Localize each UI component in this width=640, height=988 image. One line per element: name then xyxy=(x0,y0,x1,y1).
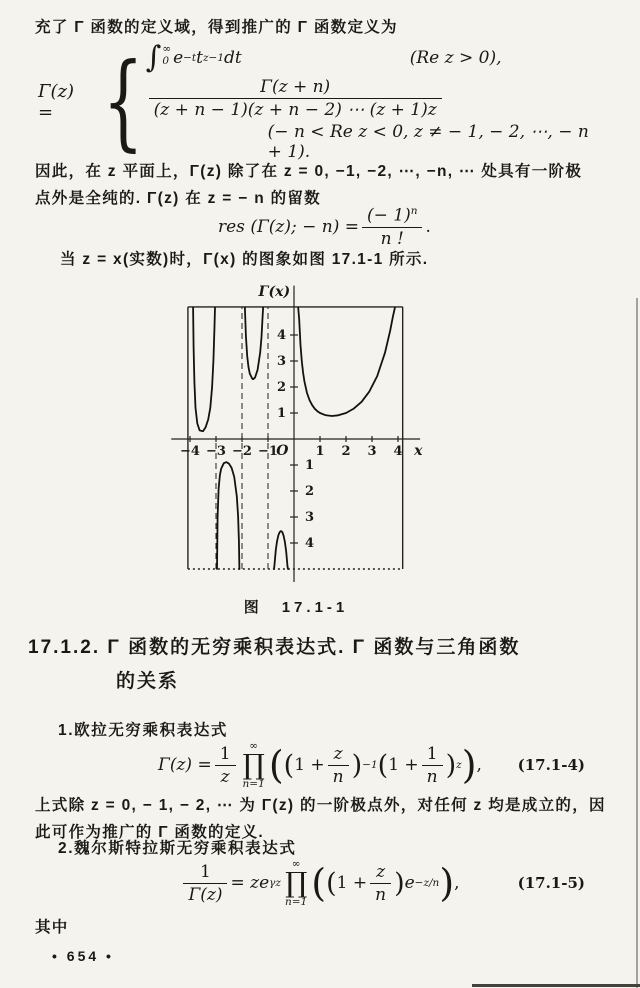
gamma-figure xyxy=(160,274,432,617)
weier-frac-zn xyxy=(370,862,391,905)
weier-comma: , xyxy=(454,873,460,893)
product-upper: ∞ xyxy=(249,739,259,752)
euler-open-paren-1: ( xyxy=(283,749,295,781)
euler-paragraph-line1: 上式除 z = 0, − 1, − 2, ⋯ 为 Γ(z) 的一阶极点外，对任何 z 均是成立的，因 xyxy=(35,797,606,814)
weier-fn-num: z xyxy=(370,862,391,884)
euler-f3-num: 1 xyxy=(422,744,443,766)
weier-ze-term: = ze xyxy=(230,873,270,893)
recurrence-numerator: Γ(z + n) xyxy=(149,77,442,99)
weier-open-paren: ( xyxy=(326,867,337,899)
integral-glyph: ∫ xyxy=(145,39,162,75)
euler-paragraph-line2: 此可作为推广的 Γ 函数的定义. xyxy=(35,824,265,841)
weier-e-exponent: −z/n xyxy=(414,877,440,889)
euler-frac-1z xyxy=(215,744,236,787)
weier-product-operator xyxy=(285,859,307,908)
residue-fraction xyxy=(362,205,423,249)
euler-f1-num: 1 xyxy=(215,744,236,766)
svg-text:2: 2 xyxy=(305,484,315,499)
figure-caption: 图 17.1-1 xyxy=(243,599,349,616)
svg-text:2: 2 xyxy=(276,380,286,395)
figure-intro-paragraph: 当 z = x(实数)时，Γ(x) 的图象如图 17.1-1 所示. xyxy=(60,251,429,268)
svg-text:4: 4 xyxy=(393,444,403,459)
where-label: 其中 xyxy=(35,919,69,936)
euler-big-open-paren: ( xyxy=(268,743,284,787)
product-glyph: ∏ xyxy=(242,748,265,781)
euler-term-2: 1 + xyxy=(388,755,419,775)
poles-paragraph-line1: 因此，在 z 平面上，Γ(z) 除了在 z = 0, −1, −2, ⋯, −n, ⋯ 处具有一阶极 xyxy=(35,163,583,180)
residue-equation xyxy=(218,204,431,250)
integral-sign xyxy=(145,39,173,75)
weier-lhs-den: Γ(z) xyxy=(188,884,223,905)
definition-case-integral xyxy=(145,39,608,75)
euler-term-1: 1 + xyxy=(294,755,325,775)
weier-frac-lhs xyxy=(183,862,227,905)
weier-e-factor: e xyxy=(404,873,415,893)
case2-condition: (− n < Re z < 0, z ≠ − 1, − 2, ⋯, − n + 1). xyxy=(267,121,589,162)
integrand-dt: dt xyxy=(224,47,242,68)
svg-text:Γ(x): Γ(x) xyxy=(258,284,291,300)
section-heading xyxy=(28,632,520,659)
residue-period: . xyxy=(425,217,431,237)
weier-fn-den: n xyxy=(375,884,387,905)
svg-text:3: 3 xyxy=(276,354,286,369)
svg-text:x: x xyxy=(414,443,423,459)
cases-brace: { xyxy=(102,40,144,163)
integrand-t-exp: z−1 xyxy=(203,51,225,64)
euler-product-equation xyxy=(35,738,605,792)
definition-case-recurrence xyxy=(146,77,608,120)
weier-product-upper: ∞ xyxy=(291,857,301,870)
svg-text:3: 3 xyxy=(305,510,315,525)
weier-ze-exponent: γz xyxy=(269,877,281,889)
weier-lhs-num: 1 xyxy=(183,862,227,884)
svg-text:−2: −2 xyxy=(232,444,252,459)
svg-text:−1: −1 xyxy=(258,444,278,459)
euler-exponent-1: −1 xyxy=(362,759,378,771)
svg-text:2: 2 xyxy=(341,444,351,459)
weier-big-open-paren: ( xyxy=(311,861,327,905)
section-number: 17.1.2. xyxy=(28,637,101,658)
svg-text:−3: −3 xyxy=(206,444,226,459)
weierstrass-product-equation xyxy=(35,856,605,910)
product-lower: n=1 xyxy=(242,778,265,790)
definition-cases xyxy=(145,39,608,162)
euler-f2-den: n xyxy=(332,766,344,787)
weier-product-lower: n=1 xyxy=(284,896,308,908)
scan-bottom-line xyxy=(472,984,640,987)
recurrence-fraction xyxy=(149,77,442,120)
gamma-plot xyxy=(160,274,432,589)
case1-condition: (Re z > 0), xyxy=(409,47,502,68)
gamma-definition-equation xyxy=(38,39,608,163)
svg-text:1: 1 xyxy=(305,458,315,473)
euler-f2-num: z xyxy=(328,744,349,766)
section-heading-line2: 的关系 xyxy=(116,671,180,692)
euler-close-paren-2: ) xyxy=(445,749,457,781)
intro-paragraph: 充了 Γ 函数的定义域，得到推广的 Γ 函数定义为 xyxy=(35,19,398,36)
euler-f3-den: n xyxy=(426,766,438,787)
definition-lhs: Γ(z) = xyxy=(38,81,75,123)
svg-text:−4: −4 xyxy=(180,444,200,459)
svg-text:3: 3 xyxy=(367,444,377,459)
euler-frac-zn xyxy=(328,744,349,787)
svg-text:4: 4 xyxy=(276,328,286,343)
euler-f1-den: z xyxy=(220,766,230,787)
euler-open-paren-2: ( xyxy=(377,749,389,781)
weier-equation-number: (17.1-5) xyxy=(517,874,585,892)
svg-text:O: O xyxy=(276,443,289,459)
scan-edge-line xyxy=(636,298,638,988)
euler-equation-number: (17.1-4) xyxy=(517,756,585,774)
poles-paragraph-line2: 点外是全纯的. Γ(z) 在 z = − n 的留数 xyxy=(35,190,321,207)
weier-term-1: 1 + xyxy=(336,873,368,893)
euler-comma: , xyxy=(476,755,482,775)
integrand-e: e xyxy=(173,47,184,68)
euler-eq-lhs: Γ(z) = xyxy=(158,755,212,775)
product-operator xyxy=(243,741,265,790)
weier-big-close-paren: ) xyxy=(439,861,455,905)
svg-text:4: 4 xyxy=(305,536,315,551)
residue-num-exp: n xyxy=(410,205,418,218)
weier-close-paren: ) xyxy=(394,867,405,899)
weier-product-glyph: ∏ xyxy=(284,866,308,899)
section-title: Γ 函数的无穷乘积表达式. Γ 函数与三角函数 xyxy=(107,637,521,658)
residue-lhs: res (Γ(z); − n) = xyxy=(218,217,359,237)
residue-denominator: n ! xyxy=(380,228,404,249)
euler-exponent-2: z xyxy=(456,759,462,771)
residue-num-base: (− 1) xyxy=(366,205,411,226)
integrand-t: t xyxy=(196,47,203,68)
euler-frac-1n xyxy=(422,744,443,787)
weierstrass-subheading: 2.魏尔斯特拉斯无穷乘积表达式 xyxy=(58,840,297,857)
recurrence-denominator: (z + n − 1)(z + n − 2) ⋯ (z + 1)z xyxy=(153,99,437,120)
svg-text:1: 1 xyxy=(315,444,325,459)
residue-numerator xyxy=(362,205,423,228)
svg-text:1: 1 xyxy=(276,406,286,421)
euler-close-paren-1: ) xyxy=(351,749,363,781)
euler-subheading: 1.欧拉无穷乘积表达式 xyxy=(58,722,229,739)
integral-lower-limit: 0 xyxy=(162,54,169,67)
integrand-e-exp: −t xyxy=(183,51,197,64)
page-number: • 654 • xyxy=(52,948,114,964)
euler-big-close-paren: ) xyxy=(461,743,477,787)
integral-upper-limit: ∞ xyxy=(162,42,172,55)
